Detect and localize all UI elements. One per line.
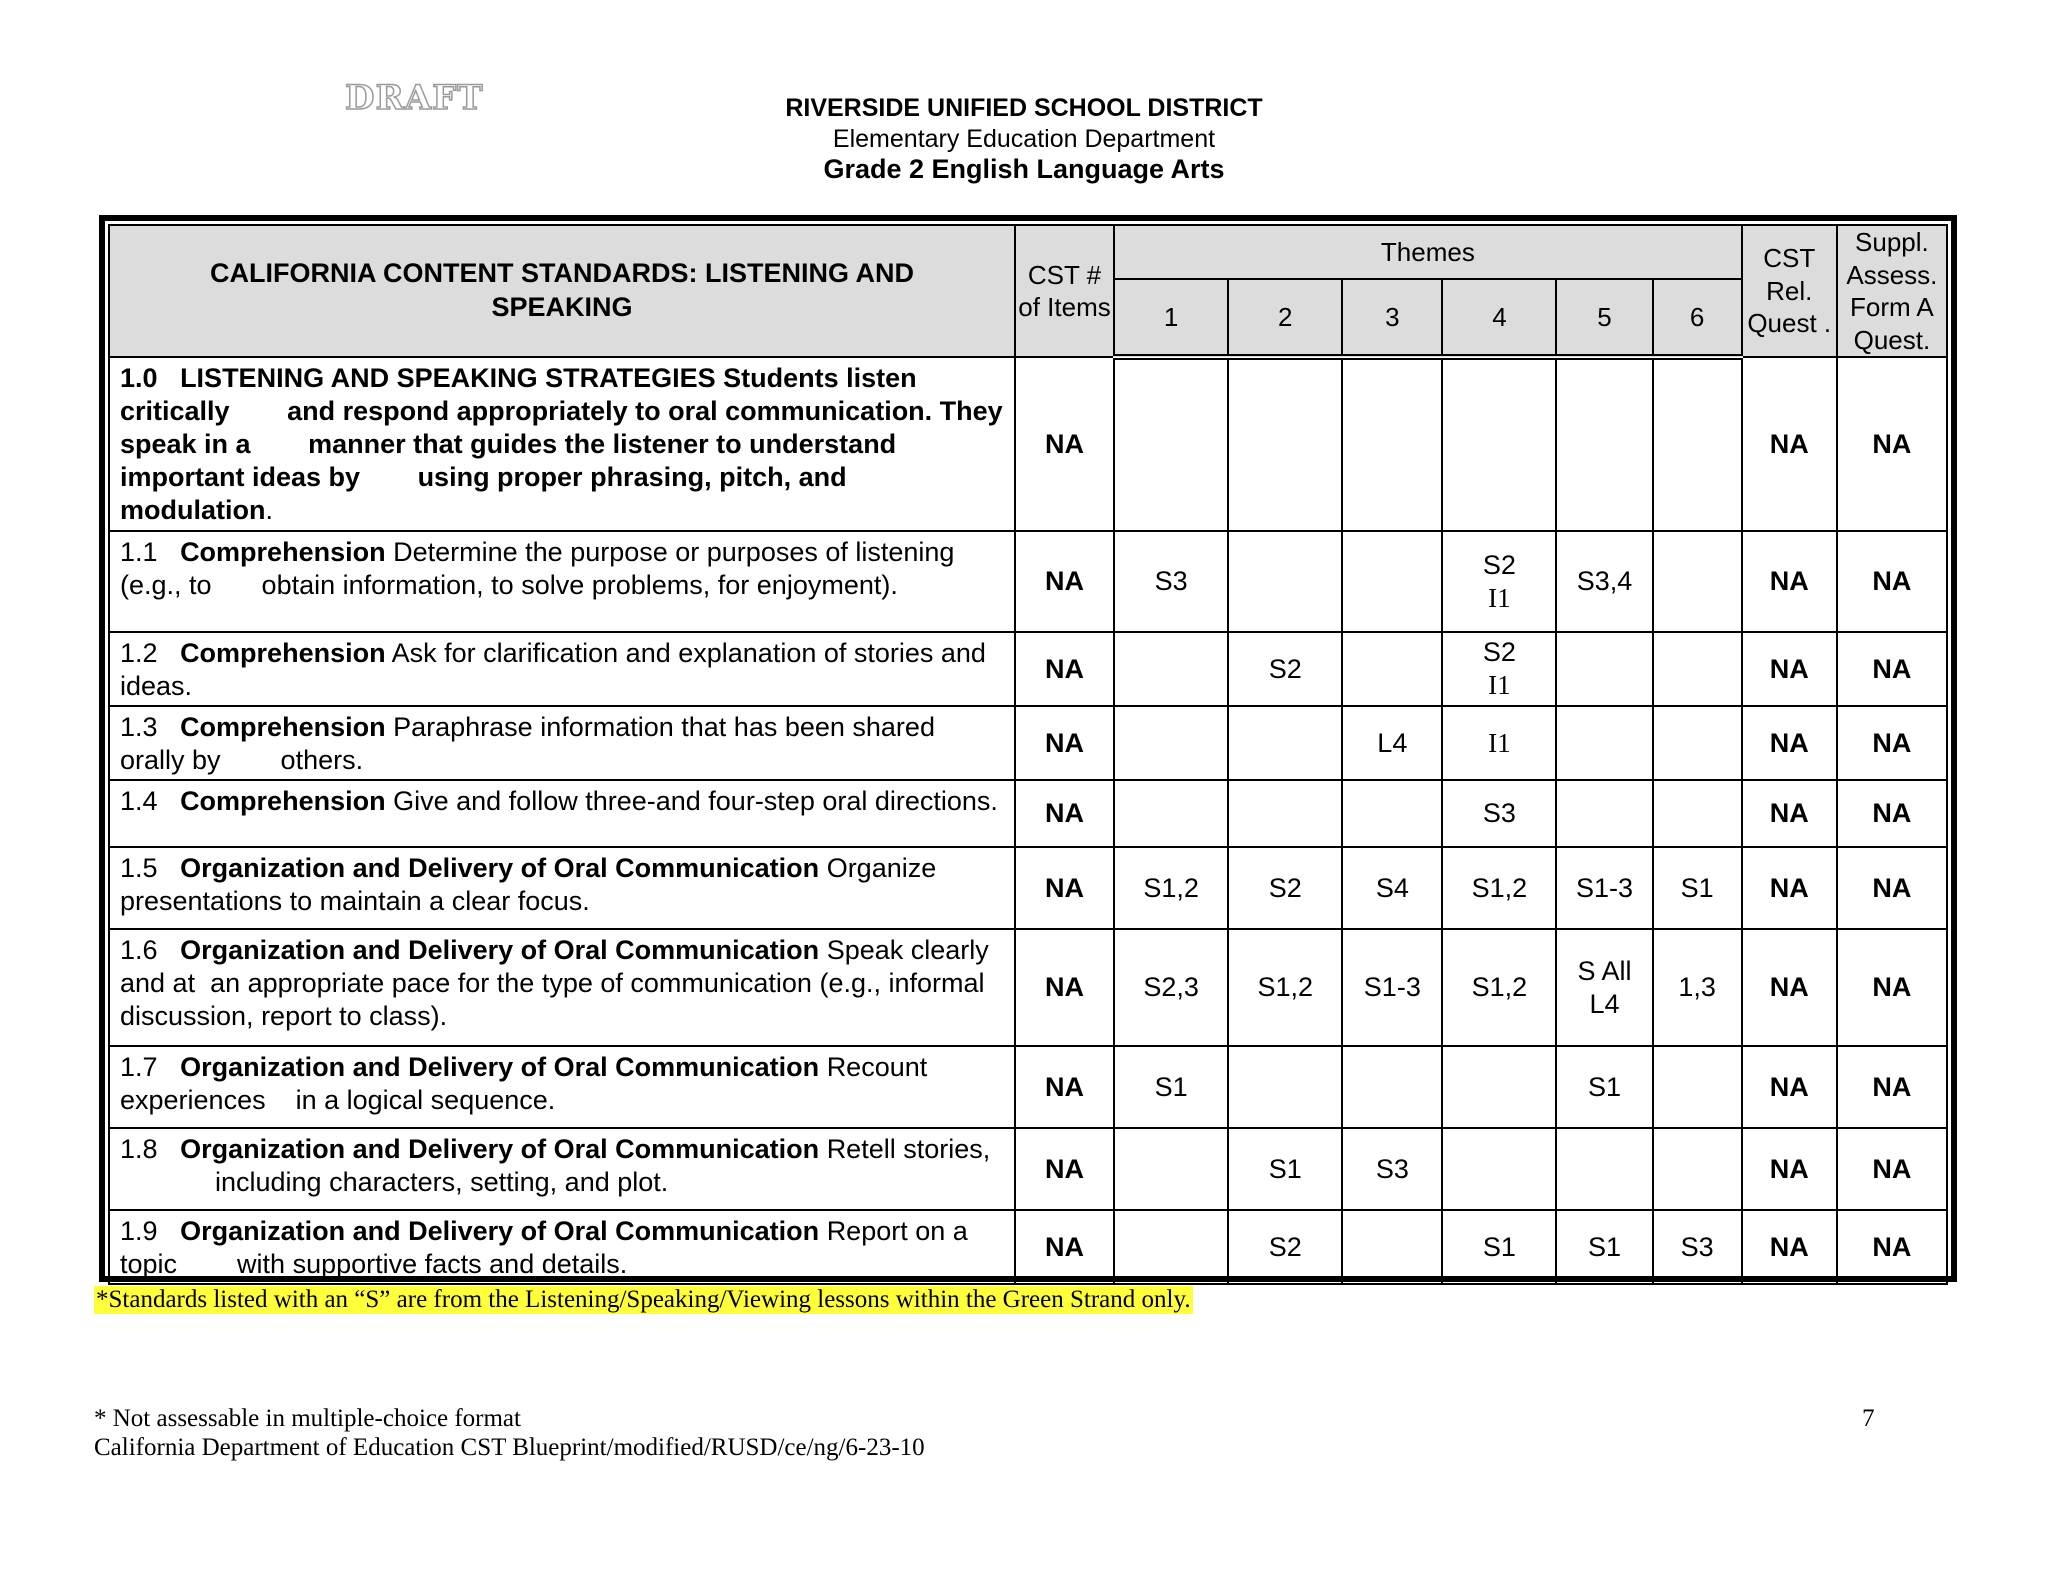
theme-cell — [1228, 706, 1342, 780]
theme-cell: S2 — [1228, 847, 1342, 929]
standard-text: 1.9 Organization and Delivery of Oral Communication Report on a topic with supportive facts and details. — [109, 1210, 1015, 1284]
cst-items-cell: NA — [1015, 1210, 1114, 1284]
table-row — [109, 929, 1947, 1046]
theme-cell — [1342, 780, 1442, 847]
col-cst-items: CST # of Items — [1015, 225, 1114, 357]
table-row — [109, 847, 1947, 929]
theme-cell — [1342, 1210, 1442, 1284]
theme-cell — [1442, 357, 1556, 531]
table-row — [109, 1210, 1947, 1284]
theme-cell: S3 — [1442, 780, 1556, 847]
theme-5-header: 5 — [1556, 279, 1652, 357]
theme-2-header: 2 — [1228, 279, 1342, 357]
theme-cell: S2 — [1228, 1210, 1342, 1284]
theme-1-header: 1 — [1114, 279, 1228, 357]
theme-cell — [1653, 531, 1742, 632]
department-name: Elementary Education Department — [832, 125, 1216, 153]
standard-text: 1.3 Comprehension Paraphrase information that has been shared orally by others. — [109, 706, 1015, 780]
theme-cell — [1442, 1128, 1556, 1210]
theme-4-header: 4 — [1442, 279, 1556, 357]
col-cst-rel-quest: CST Rel. Quest . — [1742, 225, 1837, 357]
theme-cell: S3 — [1114, 531, 1228, 632]
theme-cell: S1-3 — [1556, 847, 1652, 929]
cst-items-cell: NA — [1015, 1046, 1114, 1128]
theme-cell: S3 — [1653, 1210, 1742, 1284]
cst-rel-cell: NA — [1742, 632, 1837, 706]
theme-cell: S1 — [1114, 1046, 1228, 1128]
draft-watermark: DRAFT — [345, 78, 484, 118]
cst-rel-cell: NA — [1742, 780, 1837, 847]
table-row — [109, 780, 1947, 847]
theme-cell: S1,2 — [1228, 929, 1342, 1046]
theme-cell — [1653, 357, 1742, 531]
cst-items-cell: NA — [1015, 632, 1114, 706]
theme-cell — [1228, 780, 1342, 847]
suppl-cell: NA — [1837, 1210, 1947, 1284]
theme-cell — [1114, 357, 1228, 531]
table-row — [109, 1128, 1947, 1210]
theme-cell: S1 — [1556, 1210, 1652, 1284]
highlighted-note: *Standards listed with an “S” are from the Listening/Speaking/Viewing lessons within the Green Strand only. — [96, 1286, 1191, 1313]
course-title: Grade 2 English Language Arts — [823, 154, 1225, 184]
cst-items-cell: NA — [1015, 847, 1114, 929]
theme-cell: S1 — [1653, 847, 1742, 929]
theme-cell: S1,2 — [1442, 929, 1556, 1046]
theme-cell — [1342, 357, 1442, 531]
cst-rel-cell: NA — [1742, 531, 1837, 632]
theme-cell: S1 — [1228, 1128, 1342, 1210]
table-row — [109, 706, 1947, 780]
theme-cell — [1653, 780, 1742, 847]
standard-text: 1.5 Organization and Delivery of Oral Communication Organize presentations to maintain a clear focus. — [109, 847, 1015, 929]
theme-cell — [1556, 1128, 1652, 1210]
theme-cell — [1653, 706, 1742, 780]
theme-cell — [1114, 706, 1228, 780]
theme-3-header: 3 — [1342, 279, 1442, 357]
standard-text: 1.7 Organization and Delivery of Oral Communication Recount experiences in a logical sequence. — [109, 1046, 1015, 1128]
suppl-cell: NA — [1837, 706, 1947, 780]
standards-table — [108, 224, 1948, 1285]
cst-items-cell: NA — [1015, 706, 1114, 780]
theme-cell — [1556, 632, 1652, 706]
table-row — [109, 531, 1947, 632]
theme-cell — [1653, 632, 1742, 706]
page-number: 7 — [1862, 1405, 1875, 1432]
suppl-cell: NA — [1837, 531, 1947, 632]
cst-items-cell: NA — [1015, 780, 1114, 847]
theme-cell — [1442, 1046, 1556, 1128]
theme-cell: L4 — [1342, 706, 1442, 780]
theme-cell: S All L4 — [1556, 929, 1652, 1046]
cst-items-cell: NA — [1015, 531, 1114, 632]
theme-cell — [1228, 1046, 1342, 1128]
theme-cell — [1114, 780, 1228, 847]
cst-rel-cell: NA — [1742, 1128, 1837, 1210]
theme-6-header: 6 — [1653, 279, 1742, 357]
cst-rel-cell: NA — [1742, 929, 1837, 1046]
theme-cell — [1114, 1128, 1228, 1210]
theme-cell: S1 — [1442, 1210, 1556, 1284]
standard-text: 1.2 Comprehension Ask for clarification and explanation of stories and ideas. — [109, 632, 1015, 706]
standard-text: 1.0 LISTENING AND SPEAKING STRATEGIES Students listen critically and respond appropriately to oral communication. They speak in a manner that guides the listener to understand important ideas by using proper phrasing, pitch, and modulation. — [109, 357, 1015, 531]
theme-cell: S2 — [1228, 632, 1342, 706]
cst-items-cell: NA — [1015, 929, 1114, 1046]
col-suppl-assess: Suppl. Assess. Form A Quest. — [1837, 225, 1947, 357]
standard-text: 1.8 Organization and Delivery of Oral Communication Retell stories,including characters, setting, and plot. — [109, 1128, 1015, 1210]
table-row — [109, 357, 1947, 531]
theme-cell — [1342, 531, 1442, 632]
standard-text: 1.4 Comprehension Give and follow three-and four-step oral directions. — [109, 780, 1015, 847]
theme-cell — [1342, 632, 1442, 706]
theme-cell: I1 — [1442, 706, 1556, 780]
theme-cell: S4 — [1342, 847, 1442, 929]
theme-cell: S3 — [1342, 1128, 1442, 1210]
theme-cell: S3,4 — [1556, 531, 1652, 632]
suppl-cell: NA — [1837, 1046, 1947, 1128]
theme-cell — [1556, 780, 1652, 847]
col-themes: Themes — [1114, 225, 1742, 279]
district-name: RIVERSIDE UNIFIED SCHOOL DISTRICT — [785, 94, 1263, 122]
theme-cell: S1,2 — [1442, 847, 1556, 929]
suppl-cell: NA — [1837, 847, 1947, 929]
footer-source: California Department of Education CST Blueprint/modified/RUSD/ce/ng/6-23-10 — [94, 1434, 925, 1461]
theme-cell — [1342, 1046, 1442, 1128]
cst-rel-cell: NA — [1742, 357, 1837, 531]
standards-table-frame — [99, 215, 1957, 1282]
cst-rel-cell: NA — [1742, 847, 1837, 929]
table-row — [109, 632, 1947, 706]
theme-cell — [1228, 531, 1342, 632]
suppl-cell: NA — [1837, 1128, 1947, 1210]
theme-cell — [1114, 632, 1228, 706]
table-title: CALIFORNIA CONTENT STANDARDS: LISTENING AND SPEAKING — [109, 225, 1015, 357]
theme-cell: 1,3 — [1653, 929, 1742, 1046]
theme-cell — [1556, 706, 1652, 780]
cst-rel-cell: NA — [1742, 706, 1837, 780]
suppl-cell: NA — [1837, 632, 1947, 706]
standard-text: 1.1 Comprehension Determine the purpose or purposes of listening (e.g., to obtain information, to solve problems, for enjoyment). — [109, 531, 1015, 632]
footnote-asterisk: * Not assessable in multiple-choice format — [94, 1405, 521, 1432]
suppl-cell: NA — [1837, 929, 1947, 1046]
theme-cell: S2 I1 — [1442, 531, 1556, 632]
suppl-cell: NA — [1837, 357, 1947, 531]
table-row — [109, 1046, 1947, 1128]
theme-cell — [1114, 1210, 1228, 1284]
suppl-cell: NA — [1837, 780, 1947, 847]
theme-cell: S2,3 — [1114, 929, 1228, 1046]
theme-cell: S2 I1 — [1442, 632, 1556, 706]
cst-items-cell: NA — [1015, 357, 1114, 531]
theme-cell — [1228, 357, 1342, 531]
theme-cell — [1653, 1128, 1742, 1210]
cst-rel-cell: NA — [1742, 1046, 1837, 1128]
theme-cell: S1,2 — [1114, 847, 1228, 929]
theme-cell — [1653, 1046, 1742, 1128]
cst-rel-cell: NA — [1742, 1210, 1837, 1284]
theme-cell: S1-3 — [1342, 929, 1442, 1046]
theme-cell — [1556, 357, 1652, 531]
cst-items-cell: NA — [1015, 1128, 1114, 1210]
theme-cell: S1 — [1556, 1046, 1652, 1128]
standard-text: 1.6 Organization and Delivery of Oral Communication Speak clearly and at an appropriate pace for the type of communication (e.g., informal discussion, report to class). — [109, 929, 1015, 1046]
